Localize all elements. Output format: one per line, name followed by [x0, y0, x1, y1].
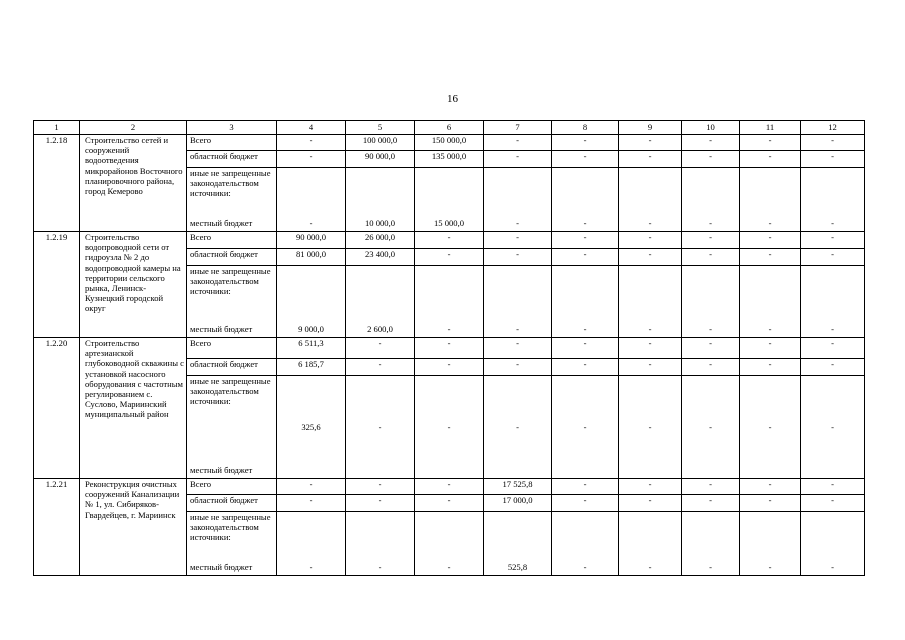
local-budget-label: местный бюджет — [190, 464, 253, 475]
regional-budget-value: - — [740, 151, 801, 168]
regional-budget-value: - — [277, 495, 346, 512]
col-header: 11 — [740, 121, 801, 135]
other-sources-label: иные не запрещенные законодательством источники: — [190, 512, 271, 543]
regional-budget-value: - — [740, 495, 801, 512]
total-value: 17 525,8 — [484, 479, 552, 495]
page-number: 16 — [447, 93, 458, 105]
regional-budget-value: - — [346, 495, 415, 512]
regional-budget-value: - — [801, 151, 865, 168]
total-value: - — [619, 232, 682, 249]
regional-budget-value: - — [619, 495, 682, 512]
total-label: Всего — [187, 479, 277, 495]
local-budget-value: - — [346, 376, 415, 479]
table-row — [34, 338, 865, 359]
row-number: 1.2.21 — [34, 479, 80, 576]
col-header: 3 — [187, 121, 277, 135]
local-budget-value: 2 600,0 — [346, 266, 415, 338]
total-value: - — [682, 338, 740, 359]
local-budget-label: местный бюджет — [190, 561, 253, 572]
total-value: - — [740, 338, 801, 359]
regional-budget-value: 23 400,0 — [346, 249, 415, 266]
regional-budget-value: - — [619, 249, 682, 266]
total-value: - — [552, 232, 619, 249]
other-sources-wrap — [190, 266, 274, 336]
local-budget-value: - — [682, 266, 740, 338]
total-value: - — [801, 232, 865, 249]
other-sources-label: иные не запрещенные законодательством источники: — [190, 266, 271, 297]
local-budget-value: - — [415, 266, 484, 338]
local-budget-value: 9 000,0 — [277, 266, 346, 338]
header-row — [34, 121, 865, 135]
regional-budget-value: 135 000,0 — [415, 151, 484, 168]
total-value: - — [740, 135, 801, 151]
total-value: - — [552, 479, 619, 495]
total-value: - — [277, 479, 346, 495]
local-budget-value: - — [801, 512, 865, 576]
col-header: 8 — [552, 121, 619, 135]
row-description: Строительство водопроводной сети от гидроузла № 2 до водопроводной камеры на территории сельского рынка, Ленинск-Кузнецкий городской округ — [80, 232, 187, 338]
col-header: 5 — [346, 121, 415, 135]
regional-budget-value: - — [682, 495, 740, 512]
total-value: - — [484, 338, 552, 359]
row-number: 1.2.19 — [34, 232, 80, 338]
local-budget-value: - — [552, 512, 619, 576]
regional-budget-value: - — [619, 151, 682, 168]
regional-budget-value: - — [484, 249, 552, 266]
local-budget-value: - — [682, 168, 740, 232]
total-label: Всего — [187, 135, 277, 151]
local-budget-label: местный бюджет — [190, 323, 253, 334]
regional-budget-value: 90 000,0 — [346, 151, 415, 168]
regional-budget-value: - — [277, 151, 346, 168]
regional-budget-value: - — [682, 359, 740, 376]
local-budget-value: - — [740, 168, 801, 232]
total-value: - — [552, 135, 619, 151]
total-value: 26 000,0 — [346, 232, 415, 249]
regional-budget-value: - — [415, 359, 484, 376]
row-description: Строительство сетей и сооружений водоотведения микрорайонов Восточного планировочного района, город Кемерово — [80, 135, 187, 232]
table-row — [34, 232, 865, 249]
regional-budget-value: - — [552, 495, 619, 512]
total-label: Всего — [187, 338, 277, 359]
other-sources-cell — [187, 168, 277, 232]
regional-budget-label: областной бюджет — [187, 249, 277, 266]
total-value: - — [619, 135, 682, 151]
col-header: 7 — [484, 121, 552, 135]
regional-budget-label: областной бюджет — [187, 359, 277, 376]
regional-budget-label: областной бюджет — [187, 151, 277, 168]
local-budget-value: 10 000,0 — [346, 168, 415, 232]
regional-budget-value: 17 000,0 — [484, 495, 552, 512]
regional-budget-value: - — [801, 249, 865, 266]
other-sources-wrap — [190, 376, 274, 477]
regional-budget-value: 81 000,0 — [277, 249, 346, 266]
local-budget-value: - — [346, 512, 415, 576]
regional-budget-value: - — [484, 359, 552, 376]
total-value: 90 000,0 — [277, 232, 346, 249]
regional-budget-value: - — [552, 249, 619, 266]
regional-budget-value: - — [552, 151, 619, 168]
local-budget-value: - — [740, 266, 801, 338]
col-header: 2 — [80, 121, 187, 135]
local-budget-value: - — [415, 512, 484, 576]
local-budget-value: - — [740, 376, 801, 479]
total-value: - — [415, 338, 484, 359]
regional-budget-value: - — [346, 359, 415, 376]
row-number: 1.2.20 — [34, 338, 80, 479]
col-header: 9 — [619, 121, 682, 135]
regional-budget-value: - — [415, 495, 484, 512]
total-value: - — [346, 479, 415, 495]
total-value: - — [415, 232, 484, 249]
other-sources-wrap — [190, 168, 274, 230]
total-value: - — [484, 232, 552, 249]
local-budget-value: - — [619, 376, 682, 479]
regional-budget-label: областной бюджет — [187, 495, 277, 512]
col-header: 10 — [682, 121, 740, 135]
local-budget-value: - — [682, 376, 740, 479]
funding-table — [33, 120, 865, 576]
total-value: - — [801, 135, 865, 151]
local-budget-value: - — [619, 168, 682, 232]
local-budget-value: - — [801, 266, 865, 338]
total-value: 100 000,0 — [346, 135, 415, 151]
local-budget-value: - — [801, 168, 865, 232]
row-number: 1.2.18 — [34, 135, 80, 232]
row-description: Реконструкция очистных сооружений Канализации № 1, ул. Сибиряков-Гвардейцев, г. Мариинск — [80, 479, 187, 576]
total-value: - — [619, 479, 682, 495]
regional-budget-value: - — [484, 151, 552, 168]
total-value: - — [740, 232, 801, 249]
total-value: 6 511,3 — [277, 338, 346, 359]
local-budget-value: - — [484, 266, 552, 338]
total-value: - — [484, 135, 552, 151]
local-budget-value: 525,8 — [484, 512, 552, 576]
regional-budget-value: - — [740, 359, 801, 376]
regional-budget-value: - — [801, 359, 865, 376]
local-budget-value: - — [277, 168, 346, 232]
regional-budget-value: - — [619, 359, 682, 376]
col-header: 1 — [34, 121, 80, 135]
local-budget-value: - — [415, 376, 484, 479]
total-value: - — [682, 135, 740, 151]
total-value: - — [682, 232, 740, 249]
other-sources-cell — [187, 266, 277, 338]
regional-budget-value: 6 185,7 — [277, 359, 346, 376]
other-sources-wrap — [190, 512, 274, 574]
total-value: 150 000,0 — [415, 135, 484, 151]
total-value: - — [415, 479, 484, 495]
total-value: - — [801, 338, 865, 359]
table-body — [34, 135, 865, 576]
local-budget-value: 15 000,0 — [415, 168, 484, 232]
local-budget-value: - — [619, 512, 682, 576]
local-budget-value: - — [682, 512, 740, 576]
regional-budget-value: - — [801, 495, 865, 512]
regional-budget-value: - — [682, 151, 740, 168]
other-sources-cell — [187, 512, 277, 576]
local-budget-value: - — [619, 266, 682, 338]
total-value: - — [277, 135, 346, 151]
regional-budget-value: - — [740, 249, 801, 266]
total-label: Всего — [187, 232, 277, 249]
other-sources-label: иные не запрещенные законодательством источники: — [190, 376, 271, 407]
total-value: - — [619, 338, 682, 359]
other-sources-cell — [187, 376, 277, 479]
local-budget-value: - — [801, 376, 865, 479]
regional-budget-value: - — [682, 249, 740, 266]
col-header: 12 — [801, 121, 865, 135]
total-value: - — [552, 338, 619, 359]
regional-budget-value: - — [415, 249, 484, 266]
table-row — [34, 135, 865, 151]
col-header: 4 — [277, 121, 346, 135]
regional-budget-value: - — [552, 359, 619, 376]
table-row — [34, 479, 865, 495]
other-sources-label: иные не запрещенные законодательством источники: — [190, 168, 271, 199]
local-budget-value: - — [484, 376, 552, 479]
local-budget-label: местный бюджет — [190, 217, 253, 228]
local-budget-value: - — [484, 168, 552, 232]
total-value: - — [682, 479, 740, 495]
total-value: - — [740, 479, 801, 495]
local-budget-value: - — [552, 266, 619, 338]
local-budget-value: - — [552, 168, 619, 232]
total-value: - — [346, 338, 415, 359]
total-value: - — [801, 479, 865, 495]
local-budget-value: - — [552, 376, 619, 479]
local-budget-value: - — [277, 512, 346, 576]
local-budget-value: - — [740, 512, 801, 576]
row-description: Строительство артезианской глубоководной скважины с установкой насосного оборудования с частотным регулированием с. Суслово, Мариинский муниципальный район — [80, 338, 187, 479]
col-header: 6 — [415, 121, 484, 135]
local-budget-value: 325,6 — [277, 376, 346, 479]
